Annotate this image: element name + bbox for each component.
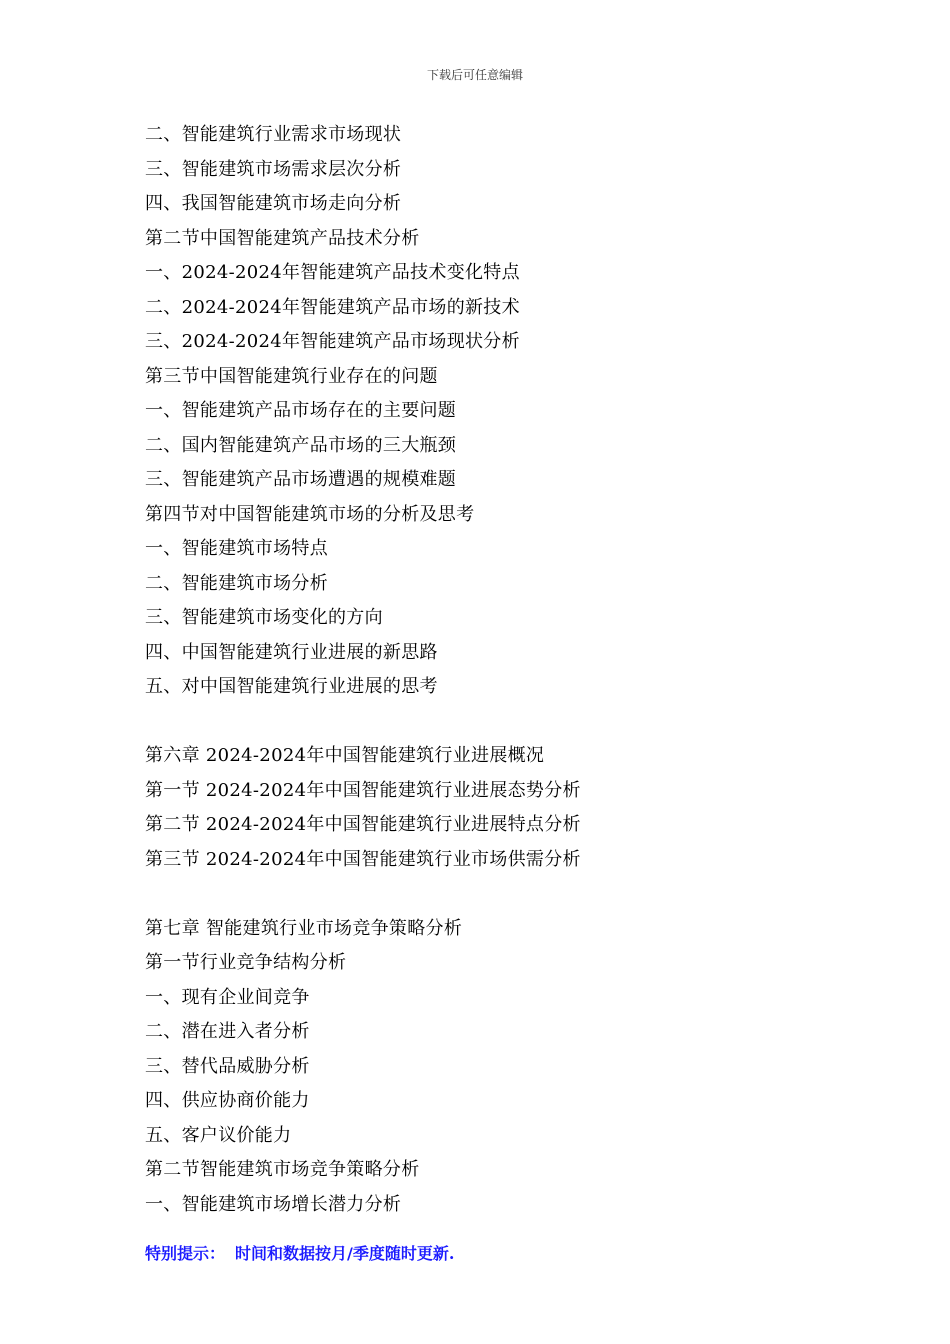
toc-item: 五、对中国智能建筑行业进展的思考 <box>145 676 438 697</box>
toc-item: 第一节行业竞争结构分析 <box>145 952 347 973</box>
table-of-contents <box>145 118 865 1222</box>
toc-item: 三、2024-2024年智能建筑产品市场现状分析 <box>145 331 520 352</box>
toc-section-2 <box>145 739 865 877</box>
toc-item: 五、客户议价能力 <box>145 1124 292 1146</box>
toc-chapter-heading: 第七章 智能建筑行业市场竞争策略分析 <box>145 917 463 939</box>
toc-item: 二、潜在进入者分析 <box>145 1021 310 1042</box>
special-notice <box>145 1241 454 1264</box>
toc-item: 一、2024-2024年智能建筑产品技术变化特点 <box>145 262 520 283</box>
toc-item: 第二节 2024-2024年中国智能建筑行业进展特点分析 <box>145 814 581 835</box>
toc-item: 四、供应协商价能力 <box>145 1090 310 1111</box>
toc-item: 第二节智能建筑市场竞争策略分析 <box>145 1159 420 1180</box>
toc-item: 一、智能建筑市场增长潜力分析 <box>145 1193 402 1215</box>
toc-chapter-heading: 第六章 2024-2024年中国智能建筑行业进展概况 <box>145 745 545 766</box>
notice-text: 时间和数据按月/季度随时更新. <box>235 1244 455 1263</box>
section-spacer <box>145 877 865 912</box>
toc-section-3 <box>145 912 865 1223</box>
toc-item: 二、2024-2024年智能建筑产品市场的新技术 <box>145 296 520 318</box>
toc-item: 第四节对中国智能建筑市场的分析及思考 <box>145 503 475 525</box>
toc-item: 第一节 2024-2024年中国智能建筑行业进展态势分析 <box>145 779 581 801</box>
notice-label: 特别提示： <box>145 1244 226 1263</box>
toc-item: 三、智能建筑市场需求层次分析 <box>145 158 402 180</box>
toc-item: 四、我国智能建筑市场走向分析 <box>145 193 402 214</box>
section-spacer <box>145 705 865 740</box>
toc-item: 四、中国智能建筑行业进展的新思路 <box>145 641 438 663</box>
toc-item: 二、智能建筑行业需求市场现状 <box>145 124 402 145</box>
toc-item: 二、智能建筑市场分析 <box>145 572 328 594</box>
toc-item: 第三节中国智能建筑行业存在的问题 <box>145 365 438 387</box>
toc-item: 一、现有企业间竞争 <box>145 986 310 1008</box>
toc-item: 第二节中国智能建筑产品技术分析 <box>145 227 420 249</box>
toc-item: 一、智能建筑市场特点 <box>145 538 328 559</box>
toc-item: 一、智能建筑产品市场存在的主要问题 <box>145 400 457 421</box>
toc-item: 第三节 2024-2024年中国智能建筑行业市场供需分析 <box>145 848 581 870</box>
toc-section-1 <box>145 118 865 705</box>
toc-item: 三、智能建筑市场变化的方向 <box>145 607 383 628</box>
page-header: 下载后可任意编辑 <box>426 68 523 82</box>
toc-item: 三、替代品威胁分析 <box>145 1055 310 1077</box>
toc-item: 三、智能建筑产品市场遭遇的规模难题 <box>145 469 457 490</box>
toc-item: 二、国内智能建筑产品市场的三大瓶颈 <box>145 434 457 456</box>
